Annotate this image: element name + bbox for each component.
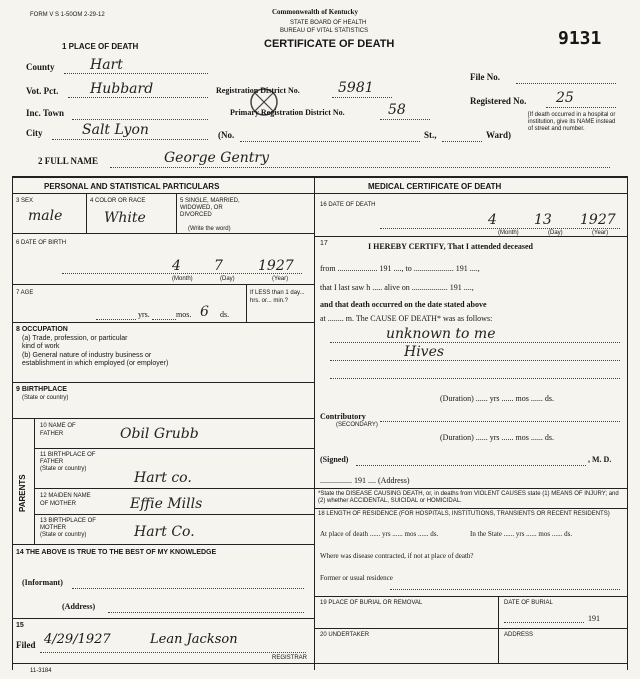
death-date-label: 16 DATE OF DEATH xyxy=(320,202,376,208)
duration-2: (Duration) ...... yrs ...... mos ...... ds. xyxy=(440,433,554,442)
informant-title: 14 THE ABOVE IS TRUE TO THE BEST OF MY KNOWLEDGE xyxy=(16,549,217,556)
city-value: Salt Lyon xyxy=(82,122,149,138)
death-day-caption: (Day) xyxy=(548,230,563,236)
age-yrs-label: yrs. xyxy=(138,310,150,319)
registered-number-value: 25 xyxy=(556,90,574,106)
age-days-value: 6 xyxy=(200,304,209,320)
cause-instructions: *State the DISEASE CAUSING DEATH, or, in deaths from VIOLENT CAUSES state (1) MEANS OF INJURY; and (2) whether ACCIDENTAL, SUICIDAL or HOMICIDAL. xyxy=(318,491,619,504)
vot-label: Vot. Pct. xyxy=(26,86,59,96)
medical-heading: MEDICAL CERTIFICATE OF DEATH xyxy=(368,182,502,191)
burial-date-label: DATE OF BURIAL xyxy=(504,600,553,606)
item-15-label: 15 xyxy=(16,622,24,629)
filed-label: Filed xyxy=(16,640,36,650)
board-label: STATE BOARD OF HEALTH xyxy=(290,20,367,26)
vot-value: Hubbard xyxy=(90,81,154,97)
death-month: 4 xyxy=(488,212,497,228)
age-mos-label: mos. xyxy=(176,310,192,319)
birthplace-note: (State or country) xyxy=(22,395,69,401)
cause-line: at ........ m. The CAUSE OF DEATH* was as follows: xyxy=(320,314,493,323)
date-address-line: ................ 191 .... (Address) xyxy=(320,476,410,485)
sex-label: 3 SEX xyxy=(16,198,34,204)
death-month-caption: (Month) xyxy=(498,230,519,236)
mother-birthplace-label: 13 BIRTHPLACE OF MOTHER xyxy=(40,518,96,531)
contributory-label: Contributory xyxy=(320,412,366,421)
father-birthplace-label: 11 BIRTHPLACE OF FATHER xyxy=(40,452,96,465)
personal-heading: PERSONAL AND STATISTICAL PARTICULARS xyxy=(44,182,220,191)
informant-address-label: (Address) xyxy=(62,602,96,611)
certify-text: I HEREBY CERTIFY, That I attended deceased xyxy=(368,242,533,251)
residence-label: 18 LENGTH OF RESIDENCE (FOR HOSPITALS, INSTITUTIONS, TRANSIENTS OR RECENT RESIDENTS) xyxy=(318,511,610,517)
burial-place-label: 19 PLACE OF BURIAL OR REMOVAL xyxy=(320,600,423,606)
mother-birthplace-value: Hart Co. xyxy=(134,524,195,540)
birth-month: 4 xyxy=(172,258,181,274)
death-occurred-text: and that death occurred on the date stated above xyxy=(320,300,487,309)
contracted-line: Where was disease contracted, if not at place of death? xyxy=(320,552,474,560)
father-birthplace-value: Hart co. xyxy=(134,470,192,486)
birth-day-caption: (Day) xyxy=(220,276,235,282)
cause-primary-value: unknown to me xyxy=(386,326,496,342)
full-name-value: George Gentry xyxy=(164,150,269,166)
age-label: 7 AGE xyxy=(16,290,34,296)
no-label: (No. xyxy=(218,130,235,140)
filed-date-value: 4/29/1927 xyxy=(44,632,111,647)
duration-1: (Duration) ...... yrs ...... mos ...... ds. xyxy=(440,394,554,403)
county-label: County xyxy=(26,62,55,72)
color-value: White xyxy=(104,210,146,226)
birth-day: 7 xyxy=(214,258,223,274)
registrar-label: REGISTRAR xyxy=(272,655,308,661)
place-of-death-heading: 1 PLACE OF DEATH xyxy=(62,42,139,51)
birth-year: 1927 xyxy=(258,258,294,274)
occupation-a-label: (a) Trade, profession, or particular kind of work xyxy=(22,335,128,350)
marital-label: 5 SINGLE, MARRIED, WIDOWED, OR DIVORCED xyxy=(180,198,240,218)
registration-district-label: Registration District No. xyxy=(216,86,300,95)
hospital-note: [If death occurred in a hospital or institution, give its NAME instead of street and number. xyxy=(528,112,616,132)
certificate-title: CERTIFICATE OF DEATH xyxy=(264,38,395,50)
commonwealth-label: Commonwealth of Kentucky xyxy=(272,8,358,16)
death-day: 13 xyxy=(534,212,552,228)
file-number-label: File No. xyxy=(470,72,500,82)
death-year: 1927 xyxy=(580,212,616,228)
md-label: , M. D. xyxy=(588,455,612,464)
registration-district-value: 5981 xyxy=(338,80,374,96)
birth-date-label: 6 DATE OF BIRTH xyxy=(16,240,67,246)
city-label: City xyxy=(26,128,43,138)
bureau-label: BUREAU OF VITAL STATISTICS xyxy=(280,28,369,34)
certificate-number: 9131 xyxy=(558,28,602,49)
ward-label: Ward) xyxy=(486,130,512,140)
street-label: St., xyxy=(424,130,437,140)
undertaker-address-label: ADDRESS xyxy=(504,632,534,638)
birth-year-caption: (Year) xyxy=(272,276,289,282)
informant-label: (Informant) xyxy=(22,578,63,587)
registrar-name-value: Lean Jackson xyxy=(150,632,238,647)
at-place-line: At place of death ...... yrs ...... mos ...... ds. xyxy=(320,530,439,538)
father-name-value: Obil Grubb xyxy=(120,426,199,442)
cause-secondary-value: Hives xyxy=(404,344,445,360)
primary-registration-value: 58 xyxy=(388,102,406,118)
full-name-label: 2 FULL NAME xyxy=(38,156,99,166)
parents-label: PARENTS xyxy=(18,474,27,512)
primary-registration-label: Primary Registration District No. xyxy=(230,108,345,117)
marital-note: (Write the word) xyxy=(188,226,231,232)
birthplace-label: 9 BIRTHPLACE xyxy=(16,386,67,393)
from-line: from .................... 191 ...., to .................... 191 ...., xyxy=(320,264,480,273)
age-ds-label: ds. xyxy=(220,310,230,319)
in-state-line: In the State ...... yrs ...... mos ...... ds. xyxy=(470,530,573,538)
occupation-label: 8 OCCUPATION xyxy=(16,326,68,333)
footer-code: 11-3184 xyxy=(30,668,52,674)
registered-number-label: Registered No. xyxy=(470,96,527,106)
last-saw-line: that I last saw h ..... alive on .................. 191 ...., xyxy=(320,283,474,292)
color-label: 4 COLOR OR RACE xyxy=(90,198,146,204)
secondary-label: (SECONDARY) xyxy=(336,422,378,428)
birth-month-caption: (Month) xyxy=(172,276,193,282)
signed-label: (Signed) xyxy=(320,455,349,464)
father-name-label: 10 NAME OF FATHER xyxy=(40,423,76,437)
death-year-caption: (Year) xyxy=(592,230,609,236)
mother-birthplace-note: (State or country) xyxy=(40,532,87,538)
father-birthplace-note: (State or country) xyxy=(40,466,87,472)
less-than-day-label: If LESS than 1 day... hrs. or... min.? xyxy=(250,290,305,304)
former-residence-line: Former or usual residence xyxy=(320,574,393,582)
undertaker-label: 20 UNDERTAKER xyxy=(320,632,370,638)
sex-value: male xyxy=(28,208,63,224)
mother-name-label: 12 MAIDEN NAME OF MOTHER xyxy=(40,493,91,507)
form-code: FORM V S 1-50OM 2-29-12 xyxy=(30,12,105,18)
inc-town-label: Inc. Town xyxy=(26,108,65,118)
burial-year: 191 xyxy=(588,614,600,623)
item-17-label: 17 xyxy=(320,240,328,247)
occupation-b-label: (b) General nature of industry business or establishment in which employed (or employer) xyxy=(22,352,169,367)
mother-name-value: Effie Mills xyxy=(130,496,203,512)
county-value: Hart xyxy=(90,57,123,73)
